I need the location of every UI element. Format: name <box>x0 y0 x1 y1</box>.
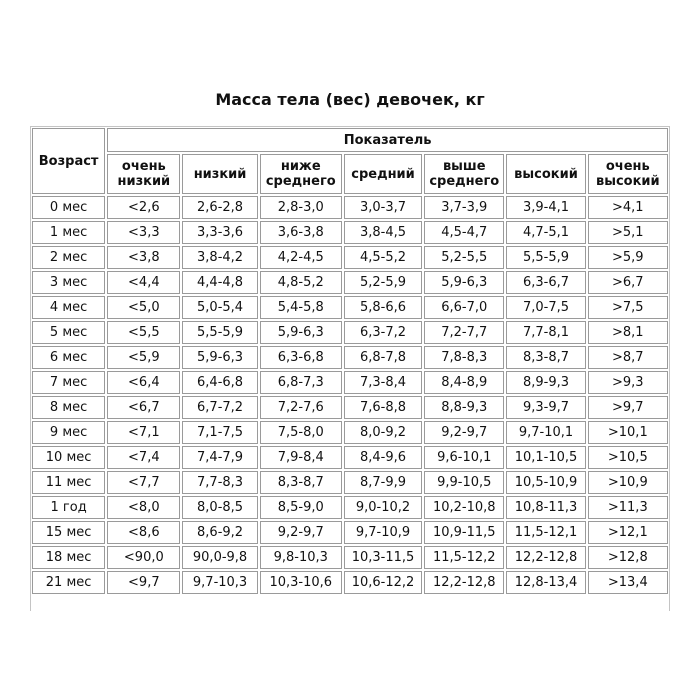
value-cell: <5,0 <box>107 296 180 319</box>
value-cell: 11,5-12,2 <box>424 546 504 569</box>
table-row <box>32 221 668 244</box>
value-cell: 8,4-9,6 <box>344 446 422 469</box>
value-cell: 3,9-4,1 <box>506 196 585 219</box>
value-cell: 10,9-11,5 <box>424 521 504 544</box>
header-age: Возраст <box>32 128 105 194</box>
value-cell: 7,8-8,3 <box>424 346 504 369</box>
table-row <box>32 546 668 569</box>
value-cell: 7,5-8,0 <box>260 421 342 444</box>
value-cell: <5,9 <box>107 346 180 369</box>
value-cell: 6,3-6,7 <box>506 271 585 294</box>
value-cell: >5,1 <box>588 221 668 244</box>
value-cell: 3,7-3,9 <box>424 196 504 219</box>
value-cell: 8,3-8,7 <box>506 346 585 369</box>
value-cell: 5,9-6,3 <box>260 321 342 344</box>
value-cell: 3,8-4,2 <box>182 246 257 269</box>
table-row <box>32 496 668 519</box>
value-cell: 4,5-5,2 <box>344 246 422 269</box>
value-cell: >10,1 <box>588 421 668 444</box>
value-cell: 10,1-10,5 <box>506 446 585 469</box>
table-row <box>32 521 668 544</box>
value-cell: >9,3 <box>588 371 668 394</box>
value-cell: 9,8-10,3 <box>260 546 342 569</box>
value-cell: <8,6 <box>107 521 180 544</box>
value-cell: <4,4 <box>107 271 180 294</box>
age-cell: 3 мес <box>32 271 105 294</box>
value-cell: 5,2-5,9 <box>344 271 422 294</box>
value-cell: 4,2-4,5 <box>260 246 342 269</box>
header-label-line: высокий <box>595 174 660 189</box>
value-cell: <6,4 <box>107 371 180 394</box>
value-cell: 8,6-9,2 <box>182 521 257 544</box>
value-cell: >5,9 <box>588 246 668 269</box>
value-cell: 10,3-11,5 <box>344 546 422 569</box>
value-cell: 8,7-9,9 <box>344 471 422 494</box>
value-cell: <7,4 <box>107 446 180 469</box>
value-cell: 9,2-9,7 <box>260 521 342 544</box>
table-row <box>32 371 668 394</box>
table-row <box>32 246 668 269</box>
value-cell: 7,1-7,5 <box>182 421 257 444</box>
header-label-line: выше <box>442 159 486 174</box>
value-cell: 12,8-13,4 <box>506 571 585 594</box>
value-cell: 6,4-6,8 <box>182 371 257 394</box>
value-cell: 6,6-7,0 <box>424 296 504 319</box>
age-cell: 7 мес <box>32 371 105 394</box>
value-cell: <2,6 <box>107 196 180 219</box>
age-cell: 15 мес <box>32 521 105 544</box>
value-cell: 4,4-4,8 <box>182 271 257 294</box>
value-cell: 6,3-6,8 <box>260 346 342 369</box>
value-cell: 5,8-6,6 <box>344 296 422 319</box>
table-row <box>32 321 668 344</box>
header-label-line: очень <box>605 159 650 174</box>
value-cell: >10,5 <box>588 446 668 469</box>
table-title: Масса тела (вес) девочек, кг <box>215 90 485 109</box>
table-row <box>32 396 668 419</box>
value-cell: 7,9-8,4 <box>260 446 342 469</box>
weight-table <box>30 126 670 596</box>
value-cell: 3,8-4,5 <box>344 221 422 244</box>
value-cell: 3,3-3,6 <box>182 221 257 244</box>
value-cell: <3,3 <box>107 221 180 244</box>
header-label-line: низкий <box>193 166 247 182</box>
value-cell: <3,8 <box>107 246 180 269</box>
value-cell: 6,7-7,2 <box>182 396 257 419</box>
age-cell: 4 мес <box>32 296 105 319</box>
table-row <box>32 196 668 219</box>
table-row <box>32 271 668 294</box>
value-cell: 6,8-7,3 <box>260 371 342 394</box>
value-cell: 2,8-3,0 <box>260 196 342 219</box>
value-cell: 8,3-8,7 <box>260 471 342 494</box>
value-cell: 7,4-7,9 <box>182 446 257 469</box>
value-cell: 5,9-6,3 <box>424 271 504 294</box>
value-cell: 9,7-10,1 <box>506 421 585 444</box>
header-average <box>344 154 422 194</box>
value-cell: 7,7-8,3 <box>182 471 257 494</box>
value-cell: 90,0-9,8 <box>182 546 257 569</box>
value-cell: 10,8-11,3 <box>506 496 585 519</box>
value-cell: 4,5-4,7 <box>424 221 504 244</box>
table-row <box>32 296 668 319</box>
value-cell: 5,9-6,3 <box>182 346 257 369</box>
table-row <box>32 346 668 369</box>
age-cell: 8 мес <box>32 396 105 419</box>
value-cell: 2,6-2,8 <box>182 196 257 219</box>
table-row <box>32 446 668 469</box>
header-label-line: среднего <box>429 174 500 189</box>
value-cell: 8,5-9,0 <box>260 496 342 519</box>
value-cell: 7,7-8,1 <box>506 321 585 344</box>
value-cell: <5,5 <box>107 321 180 344</box>
table-row <box>32 571 668 594</box>
value-cell: 8,8-9,3 <box>424 396 504 419</box>
header-indicator: Показатель <box>107 128 668 152</box>
value-cell: 8,0-9,2 <box>344 421 422 444</box>
value-cell: >12,8 <box>588 546 668 569</box>
age-cell: 5 мес <box>32 321 105 344</box>
age-cell: 21 мес <box>32 571 105 594</box>
value-cell: 9,6-10,1 <box>424 446 504 469</box>
value-cell: >4,1 <box>588 196 668 219</box>
value-cell: <7,7 <box>107 471 180 494</box>
header-label-line: среднего <box>265 174 336 189</box>
header-low <box>182 154 257 194</box>
value-cell: 10,6-12,2 <box>344 571 422 594</box>
age-cell: 1 мес <box>32 221 105 244</box>
value-cell: 11,5-12,1 <box>506 521 585 544</box>
value-cell: >8,1 <box>588 321 668 344</box>
value-cell: 7,2-7,6 <box>260 396 342 419</box>
age-cell: 2 мес <box>32 246 105 269</box>
value-cell: 3,6-3,8 <box>260 221 342 244</box>
value-cell: <6,7 <box>107 396 180 419</box>
value-cell: 5,2-5,5 <box>424 246 504 269</box>
value-cell: 7,2-7,7 <box>424 321 504 344</box>
value-cell: 12,2-12,8 <box>506 546 585 569</box>
value-cell: 9,7-10,9 <box>344 521 422 544</box>
table-row <box>32 471 668 494</box>
value-cell: 5,0-5,4 <box>182 296 257 319</box>
value-cell: <7,1 <box>107 421 180 444</box>
value-cell: <9,7 <box>107 571 180 594</box>
header-label-line: ниже <box>280 159 321 174</box>
value-cell: 4,7-5,1 <box>506 221 585 244</box>
value-cell: 5,5-5,9 <box>506 246 585 269</box>
weight-table-frame <box>30 126 670 611</box>
value-cell: 9,0-10,2 <box>344 496 422 519</box>
age-cell: 11 мес <box>32 471 105 494</box>
age-cell: 1 год <box>32 496 105 519</box>
value-cell: 8,4-8,9 <box>424 371 504 394</box>
value-cell: 9,3-9,7 <box>506 396 585 419</box>
value-cell: 10,2-10,8 <box>424 496 504 519</box>
header-high <box>506 154 585 194</box>
value-cell: 5,4-5,8 <box>260 296 342 319</box>
value-cell: 7,3-8,4 <box>344 371 422 394</box>
value-cell: 9,9-10,5 <box>424 471 504 494</box>
header-label-line: очень <box>121 159 166 174</box>
value-cell: 7,6-8,8 <box>344 396 422 419</box>
age-cell: 18 мес <box>32 546 105 569</box>
value-cell: 10,3-10,6 <box>260 571 342 594</box>
value-cell: 12,2-12,8 <box>424 571 504 594</box>
value-cell: >7,5 <box>588 296 668 319</box>
header-label-line: высокий <box>514 166 578 182</box>
header-above-average <box>424 154 504 194</box>
header-very-low <box>107 154 180 194</box>
value-cell: >9,7 <box>588 396 668 419</box>
value-cell: >11,3 <box>588 496 668 519</box>
value-cell: >8,7 <box>588 346 668 369</box>
value-cell: 3,0-3,7 <box>344 196 422 219</box>
header-very-high <box>588 154 668 194</box>
header-row-categories <box>32 154 668 194</box>
value-cell: 6,8-7,8 <box>344 346 422 369</box>
value-cell: <90,0 <box>107 546 180 569</box>
age-cell: 0 мес <box>32 196 105 219</box>
age-cell: 6 мес <box>32 346 105 369</box>
table-row <box>32 421 668 444</box>
value-cell: 5,5-5,9 <box>182 321 257 344</box>
value-cell: 10,5-10,9 <box>506 471 585 494</box>
header-below-average <box>260 154 342 194</box>
value-cell: <8,0 <box>107 496 180 519</box>
value-cell: 9,7-10,3 <box>182 571 257 594</box>
value-cell: >12,1 <box>588 521 668 544</box>
header-label-line: низкий <box>117 174 171 189</box>
header-label-line: средний <box>351 166 415 182</box>
value-cell: >10,9 <box>588 471 668 494</box>
value-cell: 7,0-7,5 <box>506 296 585 319</box>
age-cell: 9 мес <box>32 421 105 444</box>
value-cell: 4,8-5,2 <box>260 271 342 294</box>
age-cell: 10 мес <box>32 446 105 469</box>
value-cell: 9,2-9,7 <box>424 421 504 444</box>
value-cell: 8,9-9,3 <box>506 371 585 394</box>
value-cell: >6,7 <box>588 271 668 294</box>
value-cell: 8,0-8,5 <box>182 496 257 519</box>
header-row-top <box>32 128 668 152</box>
table-body <box>32 196 668 594</box>
value-cell: >13,4 <box>588 571 668 594</box>
value-cell: 6,3-7,2 <box>344 321 422 344</box>
